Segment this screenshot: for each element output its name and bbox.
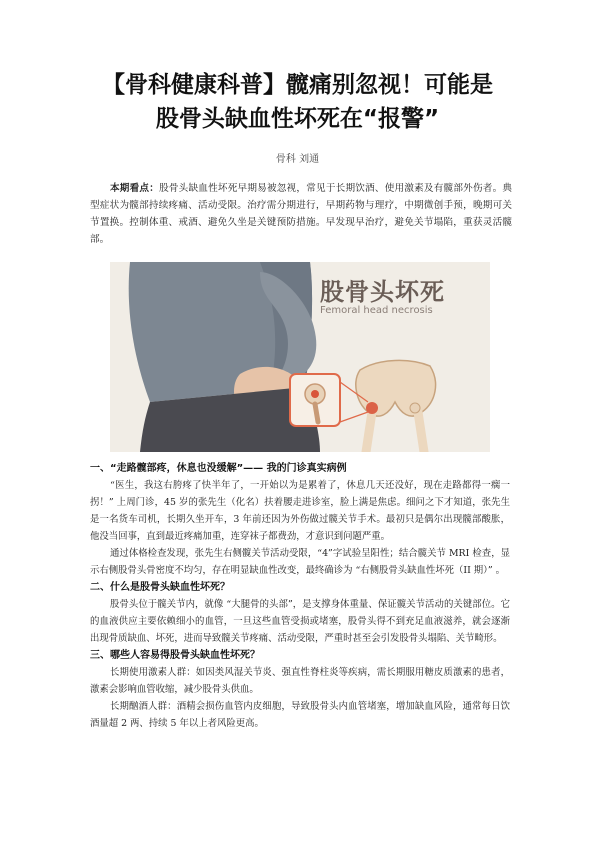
section-1-paragraph-1: “医生，我这右胯疼了快半年了，一开始以为是累着了，休息几天还没好，现在走路都得一瘸一拐！” 上周门诊，45 岁的张先生（化名）扶着腰走进诊室，脸上满是焦虑。细问之下才知道，张先生是一名货车司机，长期久坐开车，3 年前还因为外伤做过髋关节手术。最初只是偶尔出现髋部酸胀，他没当回事，直到最近疼痛加重，连穿袜子都费劲，才意识到问题严重。 [90, 480, 510, 542]
summary-label: 本期看点： [110, 183, 160, 194]
figure-title-en: Femoral head necrosis [320, 305, 433, 316]
femoral-head-illustration [110, 262, 490, 452]
section-2-heading: 二、什么是股骨头缺血性坏死？ [90, 582, 230, 593]
title-line-1: 【骨科健康科普】髋痛别忽视！可能是 [102, 72, 493, 98]
section-2-paragraph-1: 股骨头位于髋关节内，就像 “大腿骨的头部”，是支撑身体重量、保证髋关节活动的关键部位。它的血液供应主要依赖细小的血管，一旦这些血管受损或堵塞，股骨头得不到充足血液滋养，就会逐渐出现骨质缺血、坏死，进而导致髋关节疼痛、活动受限，严重时甚至会引发股骨头塌陷、关节畸形。 [90, 599, 510, 644]
section-3-paragraph-2: 长期酗酒人群：酒精会损伤血管内皮细胞，导致股骨头内血管堵塞，增加缺血风险，通常每日饮酒量超 2 两、持续 5 年以上者风险更高。 [90, 701, 510, 729]
section-3-paragraph-1: 长期使用激素人群：如因类风湿关节炎、强直性脊柱炎等疾病，需长期服用糖皮质激素的患者，激素会影响血管收缩，减少股骨头供血。 [90, 667, 510, 695]
page-title [60, 68, 535, 136]
section-1-heading: 一、“走路髋部疼，休息也没缓解”—— 我的门诊真实病例 [90, 463, 347, 474]
figure-title-cn: 股骨头坏死 [320, 278, 445, 306]
summary-text: 股骨头缺血性坏死早期易被忽视，常见于长期饮酒、使用激素及有髋部外伤者。典型症状为髋部持续疼痛、活动受限。治疗需分期进行，早期药物与理疗，中期微创手预，晚期可关节置换。控制体重、戒酒、避免久坐是关键预防措施。早发现早治疗，避免关节塌陷，重获灵活髋部。 [90, 183, 513, 245]
title-line-2: 股骨头缺血性坏死在“报警” [155, 106, 440, 132]
summary-paragraph [90, 180, 512, 248]
author-line: 骨科 刘通 [275, 154, 320, 165]
section-1-paragraph-2: 通过体格检查发现，张先生右侧髋关节活动受限，“4”字试验呈阳性；结合髋关节 MRI 检查，显示右侧股骨头骨密度不均匀，存在明显缺血性改变，最终确诊为 “右侧股骨头缺血性坏死（II 期）” 。 [90, 548, 510, 576]
section-3-heading: 三、哪些人容易得股骨头缺血性坏死？ [90, 650, 260, 661]
article-body [90, 460, 510, 732]
